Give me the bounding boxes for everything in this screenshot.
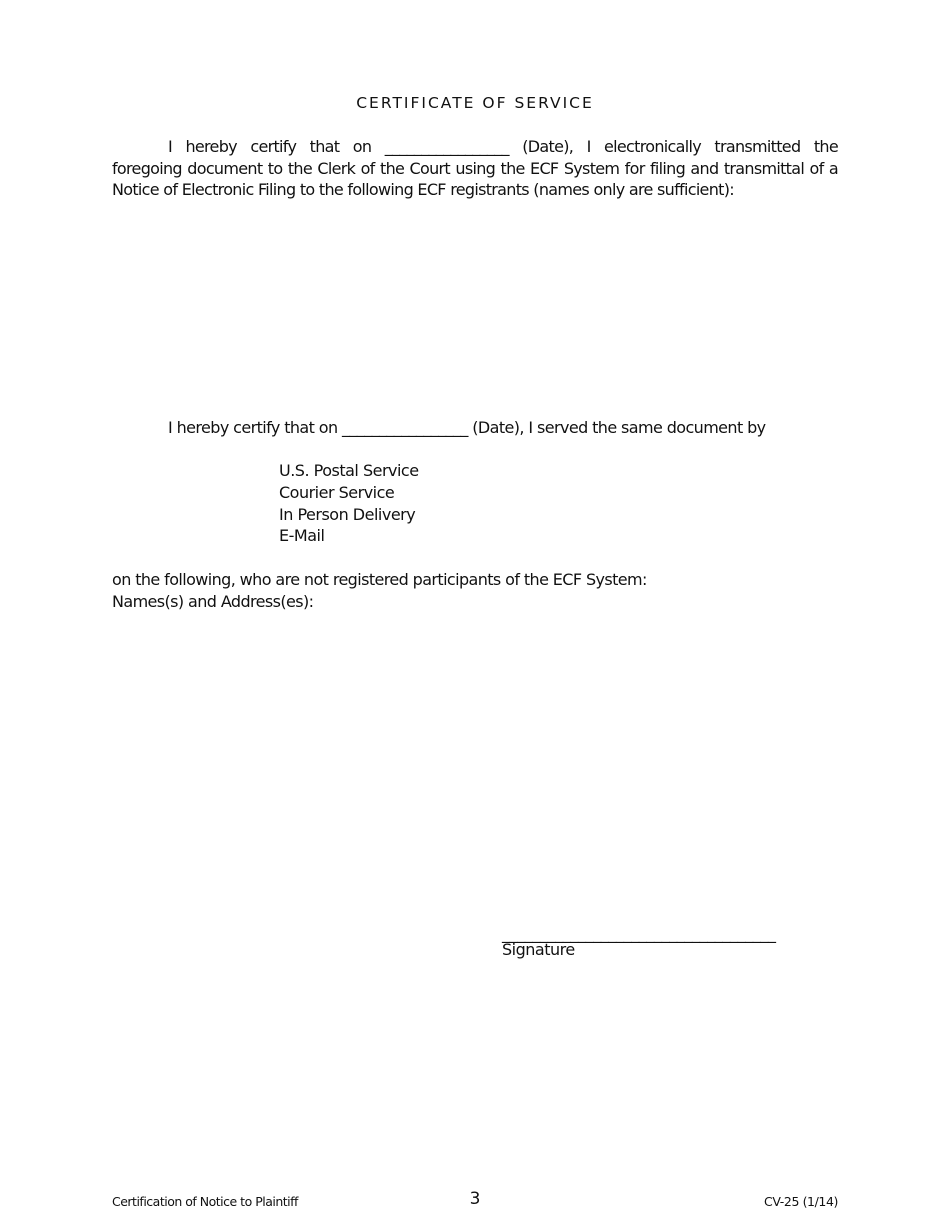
signature-line: ____________________________________ xyxy=(502,924,776,943)
service-method-email: E-Mail xyxy=(279,526,325,545)
electronic-service-line-3: Notice of Electronic Filing to the following ECF registrants (names only are sufficient): xyxy=(112,180,734,199)
signature-label: Signature xyxy=(502,940,575,959)
electronic-service-paragraph xyxy=(112,136,838,201)
footer-form-title: Certification of Notice to Plaintiff xyxy=(112,1194,298,1209)
service-method-courier: Courier Service xyxy=(279,483,395,502)
footer-page-number: 3 xyxy=(469,1189,481,1209)
names-addresses-label: Names(s) and Address(es): xyxy=(112,592,314,611)
manual-service-paragraph: I hereby certify that on _________________ (Date), I served the same document by xyxy=(168,418,766,437)
service-method-in-person: In Person Delivery xyxy=(279,505,416,524)
electronic-service-line-2: foregoing document to the Clerk of the Court using the ECF System for filing and transmittal of a xyxy=(112,158,838,178)
service-method-postal: U.S. Postal Service xyxy=(279,461,419,480)
page-title: CERTIFICATE OF SERVICE xyxy=(356,94,594,112)
footer-form-number: CV-25 (1/14) xyxy=(764,1194,838,1209)
non-registered-intro: on the following, who are not registered participants of the ECF System: xyxy=(112,570,647,589)
electronic-service-line-1: I hereby certify that on _________________ (Date), I electronically transmitted the xyxy=(168,137,838,156)
